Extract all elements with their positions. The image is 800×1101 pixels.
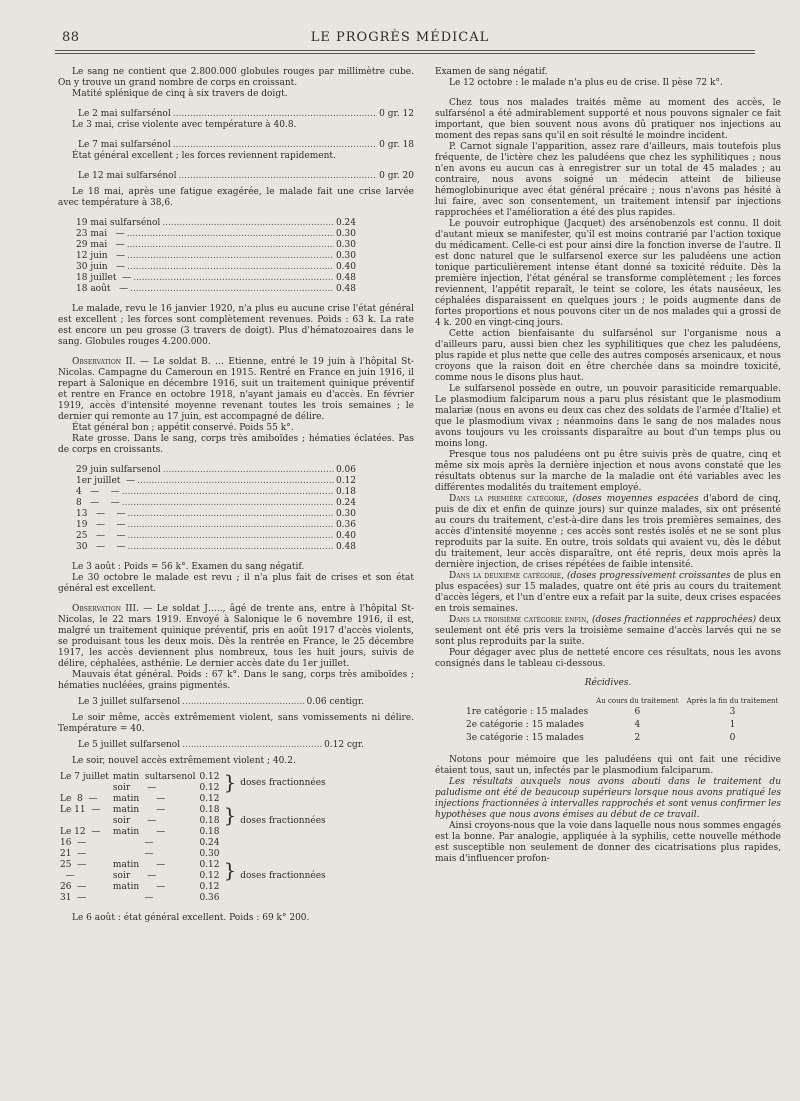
paragraph: État général bon ; appétit conservé. Poids 55 k°. <box>72 423 294 433</box>
table-row: 2e catégorie : 15 malades 4 1 <box>466 720 736 730</box>
paragraph: Le sulfarsenol possède en outre, un pouvoir parasiticide remarquable. Le plasmodium falciparum nous a paru plus résistant que le plasmodium malariæ (nous en avons eu deux cas chez des soldats de l'armée d'Italie) et que le plasmodium vivax ; néanmoins dans le sang de nos malades nous avons toujours vu les croissants disparaître au bout d'un temps plus ou moins long. <box>435 384 781 449</box>
paragraph: P. Carnot signale l'apparition, assez rare d'ailleurs, mais toutefois plus fréquente, de l'ictère chez les paludéens que chez les syphilitiques ; nous n'en avons eu aucun cas à enregistrer sur un total de 45 malades ; au contraire, nous avons soigné un médecin atteint de bilieuse hémoglobinurique avec état général précaire ; nous n'avons pas hésité à lui faire, avec son consentement, un traitement intensif par injections rapprochées et l'amélioration a été des plus rapides. <box>435 142 781 218</box>
dose-list <box>58 218 414 295</box>
brace-label: doses fractionnées <box>240 777 326 788</box>
dose-line: 29 mai — ..... 0.30 <box>58 240 356 251</box>
paragraph: Le 18 mai, après une fatigue exagérée, le malade fait une crise larvée avec température à 38,6. <box>58 187 414 208</box>
header-rule-thin <box>55 53 755 54</box>
dose-label: Le 7 mai sulfarsénol <box>78 140 171 150</box>
paragraph: Le 30 octobre le malade est revu ; il n'a plus fait de crises et son état général est excellent. <box>58 573 414 594</box>
dose-line: 18 août — ..... 0.48 <box>58 284 356 295</box>
category-text: de plus en plus espacées) sur 15 malades, quatre ont été pris au cours du traitement d'accès légers, et l'un d'entre eux a refait par la suite, deux crises espacées en trois semaines. <box>435 571 782 614</box>
dose-line: 25 — — ..... 0.40 <box>58 531 356 542</box>
paragraph: Rate grosse. Dans le sang, corps très amiboïdes ; hématies éclatées. Pas de corps en croissants. <box>58 434 414 455</box>
dose-label: Le 5 juillet sulfarsenol <box>78 740 181 750</box>
italic-paragraph: Les résultats auxquels nous avons abouti dans le traitement du paludisme ont été de beaucoup supérieurs lorsque nous avons pratiqué les injections fractionnées à intervalles rapprochés et sont venus confirmer les hypothèses que nous avons émises au début de ce travail. <box>435 777 781 820</box>
paragraph: Le 6 août : état général excellent. Poids : 69 k° 200. <box>72 913 310 923</box>
dose-value: 0 gr. 20 <box>379 171 414 181</box>
dose-line: 23 mai — ..... 0.30 <box>58 229 356 240</box>
table-row: 16 — — 0.24 <box>60 838 220 848</box>
table-title: Récidives. <box>584 678 632 688</box>
dose-list <box>58 465 414 553</box>
table-row: 31 — — 0.36 <box>60 893 220 903</box>
recidives-table <box>461 695 783 746</box>
paragraph: État général excellent ; les forces reviennent rapidement. <box>72 151 336 161</box>
category-heading: Dans la troisième catégorie enfin, <box>449 615 590 625</box>
table-row: soir — 0.12 <box>112 783 220 793</box>
dose-line: 1er juillet — ..... 0.12 <box>58 476 356 487</box>
page-number: 88 <box>62 30 80 45</box>
paragraph: Ainsi croyons-nous que la voie dans laquelle nous nous sommes engagés est la bonne. Par analogie, appliquée à la syphilis, cette nouvelle méthode est susceptible non seulement de donner des cicatrisations plus rapides, mais d'influencer profon- <box>435 821 781 864</box>
paragraph: Le malade, revu le 16 janvier 1920, n'a plus eu aucune crise l'état général est excellent ; les forces sont complètement revenues. Poids : 63 k. La rate est encore un peu grosse (3 travers de doigt). Plus d'hématozoaires dans le sang. Globules rouges 4.200.000. <box>58 304 414 347</box>
category-heading: Dans la deuxième catégorie, <box>449 571 564 581</box>
brace-label: doses fractionnées <box>240 816 326 826</box>
observation-heading: Observation II. <box>72 357 136 367</box>
category-dosing: (doses progressivement croissantes <box>563 571 731 581</box>
table-row: 21 — — 0.30 <box>60 849 220 859</box>
observation-text: — Le soldat J….., âgé de trente ans, entre à l'hôpital St-Nicolas, le 22 mars 1919. Envoyé à Salonique le 6 novembre 1916, il est, malgré un traitement quinique préventif, pris en août 1917 d'accès violents, se produisant tous les deux mois. Dès la rentrée en France, le 25 décembre 1917, les accès deviennent plus nombreux, tous les huit jours, suivis de délire, céphalées, asthénie. Le dernier accès date du 1er juillet. <box>58 604 414 669</box>
table-row: soir — 0.18 <box>112 816 220 826</box>
paragraph: Le 3 mai, crise violente avec température à 40.8. <box>72 120 297 130</box>
table-row: Le 8 — matin — 0.12 <box>60 794 220 804</box>
category-dosing: (doses fractionnées et rapprochées) <box>589 615 757 625</box>
paragraph: Le sang ne contient que 2.800.000 globules rouges par millimètre cube. On y trouve un grand nombre de corps en croissant. <box>58 67 414 88</box>
dose-label: Le 3 juillet sulfarsenol <box>78 697 181 707</box>
table-row: 25 — matin — 0.12 } doses fractionnées <box>58 860 328 871</box>
dose-line: 4 — — ..... 0.18 <box>58 487 356 498</box>
dose-line <box>58 109 414 120</box>
category-text: d'abord de cinq, puis de dix et enfin de quinze jours) sur quinze malades, six ont présenté au cours du traitement, c'est-à-dire dans les trois premières semaines, des accès d'intensité moyenne ; ces accès sont restés isolés et ne se sont plus reproduits par la suite. En outre, trois soldats qui avaient vu, dès le début du traitement, leur accès disparaître, ont été repris, deux mois après la dernière injection, de crises répétées de faible intensité. <box>435 494 781 570</box>
observation-text: — Le soldat B. … Etienne, entré le 19 juin à l'hôpital St-Nicolas. Campagne du Cameroun en 1915. Rentré en France en juin 1916, il repart à Salonique en décembre 1916, suit un traitement quinique préventif et rentre en France en octobre 1918, n'ayant jamais eu d'accès. En février 1919, accès d'intensité moyenne revenant toutes les trois semaines ; le dernier qui remonte au 17 juin, est accompagné de délire. <box>58 357 415 422</box>
dose-line <box>58 140 414 151</box>
table-row: Le 11 — matin — 0.18 } doses fractionnées <box>58 805 328 816</box>
table-row: — soir — 0.12 <box>60 871 220 881</box>
dose-line: 13 — — ..... 0.30 <box>58 509 356 520</box>
right-column <box>435 67 781 865</box>
observation-2 <box>58 357 414 423</box>
table-row: Le 12 — matin — 0.18 <box>60 827 220 837</box>
paragraph: Pour dégager avec plus de netteté encore ces résultats, nous les avons consignés dans le tableau ci-dessous. <box>435 648 781 669</box>
column-header: Après la fin du traitement <box>686 697 779 705</box>
paragraph: Presque tous nos paludéens ont pu être suivis près de quatre, cinq et même six mois après la dernière injection et nous avons constaté que les résultats obtenus sur la marche de la maladie ont été variables avec les différentes modalités du traitement employé. <box>435 450 781 493</box>
left-column <box>58 67 414 924</box>
table-row: Le 7 juillet matin sultarsenol 0.12 } doses fractionnées <box>60 770 326 794</box>
paragraph: Mauvais état général. Poids : 67 k°. Dans le sang, corps très amiboïdes ; hématies nucléées, grains pigmentés. <box>58 670 414 691</box>
paragraph: Le soir, nouvel accès extrêmement violent ; 40.2. <box>72 756 296 766</box>
header-rule <box>55 50 755 51</box>
observation-3 <box>58 604 414 670</box>
table-row: 26 — matin — 0.12 <box>60 882 220 892</box>
paragraph: Le soir même, accès extrêmement violent, sans vomissements ni délire. Température = 40. <box>58 713 414 734</box>
dose-line: 18 juillet — ..... 0.48 <box>58 273 356 284</box>
dose-line <box>58 171 414 182</box>
column-header: Au cours du traitement <box>596 697 679 705</box>
dose-line <box>58 697 414 708</box>
dose-schedule-table <box>58 772 328 904</box>
paragraph: Matité splénique de cinq à six travers de doigt. <box>72 89 288 99</box>
paragraph: Examen de sang négatif. <box>435 67 548 77</box>
table-row: 1re catégorie : 15 malades 6 3 <box>466 707 736 717</box>
category-text: deux seulement ont été pris vers la troisième semaine d'accès larvés qui ne se sont plus reproduits par la suite. <box>435 615 782 647</box>
dose-line <box>58 740 414 751</box>
dose-label: Le 12 mai sulfarsénol <box>78 171 177 181</box>
paragraph: Chez tous nos malades traités même au moment des accès, le sulfarsénol a été admirablement supporté et nous pouvons signaler ce fait important, que bien souvent nous avons dû pratiquer nos injections au moment des repas sans qu'il en soit résulté le moindre incident. <box>435 98 781 141</box>
dose-line: 8 — — ..... 0.24 <box>58 498 356 509</box>
table-header-row <box>463 697 781 705</box>
dose-value: 0.06 centigr. <box>306 697 364 707</box>
observation-heading: Observation III. <box>72 604 139 614</box>
dose-line: 30 juin — ..... 0.40 <box>58 262 356 273</box>
category-2-paragraph <box>435 571 781 615</box>
brace-label: doses fractionnées <box>240 871 326 881</box>
dose-value: 0.12 cgr. <box>324 740 364 750</box>
dose-value: 0 gr. 12 <box>379 109 414 119</box>
dose-line: 30 — — ..... 0.48 <box>58 542 356 553</box>
category-heading: Dans la première catégorie, <box>449 494 568 504</box>
paragraph: Le 12 octobre : le malade n'a plus eu de crise. Il pèse 72 k°. <box>449 78 723 88</box>
dose-value: 0 gr. 18 <box>379 140 414 150</box>
running-title: LE PROGRÈS MÉDICAL <box>310 30 490 45</box>
category-dosing: (doses moyennes espacées <box>567 494 699 504</box>
dose-line: 19 — — ..... 0.36 <box>58 520 356 531</box>
dose-label: Le 2 mai sulfarsénol <box>78 109 171 119</box>
category-1-paragraph <box>435 494 781 571</box>
category-3-paragraph <box>435 615 781 648</box>
dose-line: 29 juin sulfarsenol ..... 0.06 <box>58 465 356 476</box>
paragraph: Le pouvoir eutrophique (Jacquet) des arsénobenzols est connu. Il doit d'autant mieux se manifester, qu'il est moins contrarié par l'action toxique du médicament. Celle-ci est pour ainsi dire la fonction inverse de l'autre. Il est donc naturel que le sulfarsenol exerce sur les paludéens une action tonique particulièrement intense étant donné sa toxicité réduite. Dès la première injection, l'état général se transforme complètement ; les forces reviennent, l'appétit reparaît, le teint se colore, les états nauséeux, les céphalées disparaissent en quelques jours ; le poids augmente dans de fortes proportions et nous pouvons citer un de nos malades qui a grossi de 4 k. 200 en vingt-cinq jours. <box>435 219 781 328</box>
table-row: 3e catégorie : 15 malades 2 0 <box>466 733 736 743</box>
dose-line: 12 juin — ..... 0.30 <box>58 251 356 262</box>
dose-line: 19 mai sulfarsénol ..... 0.24 <box>58 218 356 229</box>
paragraph: Le 3 août : Poids = 56 k°. Examen du sang négatif. <box>72 562 305 572</box>
paragraph: Cette action bienfaisante du sulfarsénol sur l'organisme nous a d'ailleurs paru, aussi bien chez les syphilitiques que chez les paludéens, plus rapide et plus nette que celle des autres composés arsenicaux, et nous croyons que la raison doit en être cherchée dans sa moindre toxicité, comme nous le disons plus haut. <box>435 329 781 383</box>
paragraph: Notons pour mémoire que les paludéens qui ont fait une récidive étaient tous, saut un, infectés par le plasmodium falciparum. <box>435 755 781 776</box>
